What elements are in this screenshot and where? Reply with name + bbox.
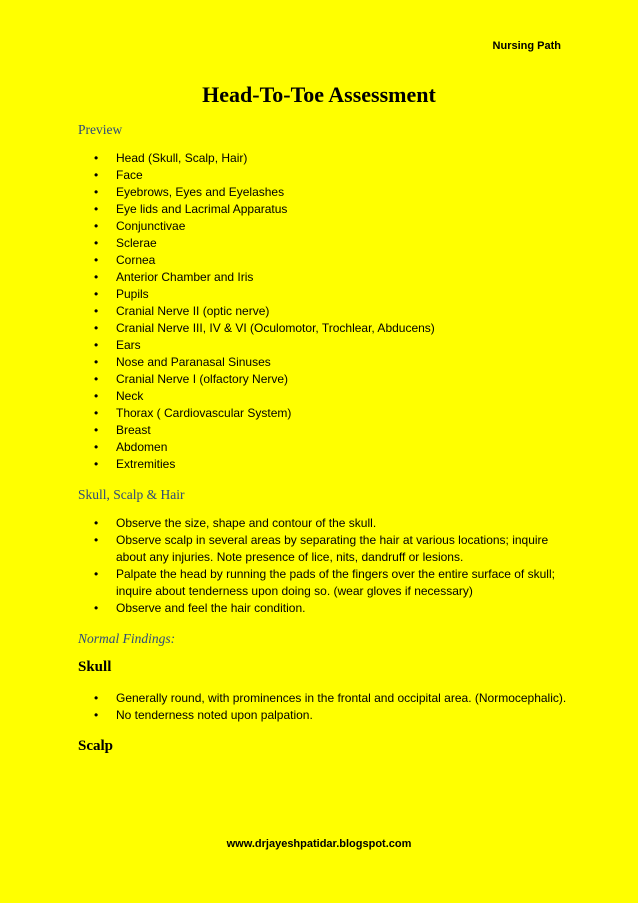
list-item: • Breast bbox=[78, 422, 568, 439]
list-item: • Anterior Chamber and Iris bbox=[78, 269, 568, 286]
list-item: • Cornea bbox=[78, 252, 568, 269]
list-item: • Nose and Paranasal Sinuses bbox=[78, 354, 568, 371]
list-item: • Observe and feel the hair condition. bbox=[78, 600, 568, 617]
normal-findings-heading: Normal Findings: bbox=[78, 631, 176, 646]
list-item: • Neck bbox=[78, 388, 568, 405]
list-item: • Palpate the head by running the pads of the fingers over the entire surface of skull; inquire about tenderness upon doing so. (wear gloves if necessary) bbox=[78, 566, 568, 600]
list-item: • Generally round, with prominences in the frontal and occipital area. (Normocephalic). bbox=[78, 690, 568, 707]
skull-heading: Skull bbox=[78, 659, 112, 675]
list-item: • Cranial Nerve II (optic nerve) bbox=[78, 303, 568, 320]
list-item: • Face bbox=[78, 167, 568, 184]
document-body bbox=[78, 122, 568, 769]
list-item: • Ears bbox=[78, 337, 568, 354]
list-item: • Cranial Nerve I (olfactory Nerve) bbox=[78, 371, 568, 388]
skull-list bbox=[78, 690, 568, 724]
preview-list bbox=[78, 150, 568, 473]
list-item: • No tenderness noted upon palpation. bbox=[78, 707, 568, 724]
skull-scalp-hair-list bbox=[78, 515, 568, 617]
list-item: • Observe scalp in several areas by separating the hair at various locations; inquire about any injuries. Note presence of lice, nits, dandruff or lesions. bbox=[78, 532, 568, 566]
list-item: • Abdomen bbox=[78, 439, 568, 456]
list-item: • Extremities bbox=[78, 456, 568, 473]
list-item: • Head (Skull, Scalp, Hair) bbox=[78, 150, 568, 167]
list-item: • Pupils bbox=[78, 286, 568, 303]
list-item: • Eyebrows, Eyes and Eyelashes bbox=[78, 184, 568, 201]
preview-heading: Preview bbox=[78, 122, 123, 137]
list-item: • Eye lids and Lacrimal Apparatus bbox=[78, 201, 568, 218]
list-item: • Thorax ( Cardiovascular System) bbox=[78, 405, 568, 422]
scalp-heading: Scalp bbox=[78, 738, 114, 754]
list-item: • Cranial Nerve III, IV & VI (Oculomotor, Trochlear, Abducens) bbox=[78, 320, 568, 337]
page-title: Head-To-Toe Assessment bbox=[202, 82, 436, 107]
header-label: Nursing Path bbox=[492, 40, 561, 52]
list-item: • Observe the size, shape and contour of the skull. bbox=[78, 515, 568, 532]
footer-url[interactable]: www.drjayeshpatidar.blogspot.com bbox=[226, 838, 412, 850]
list-item: • Conjunctivae bbox=[78, 218, 568, 235]
skull-scalp-hair-heading: Skull, Scalp & Hair bbox=[78, 487, 185, 502]
list-item: • Sclerae bbox=[78, 235, 568, 252]
